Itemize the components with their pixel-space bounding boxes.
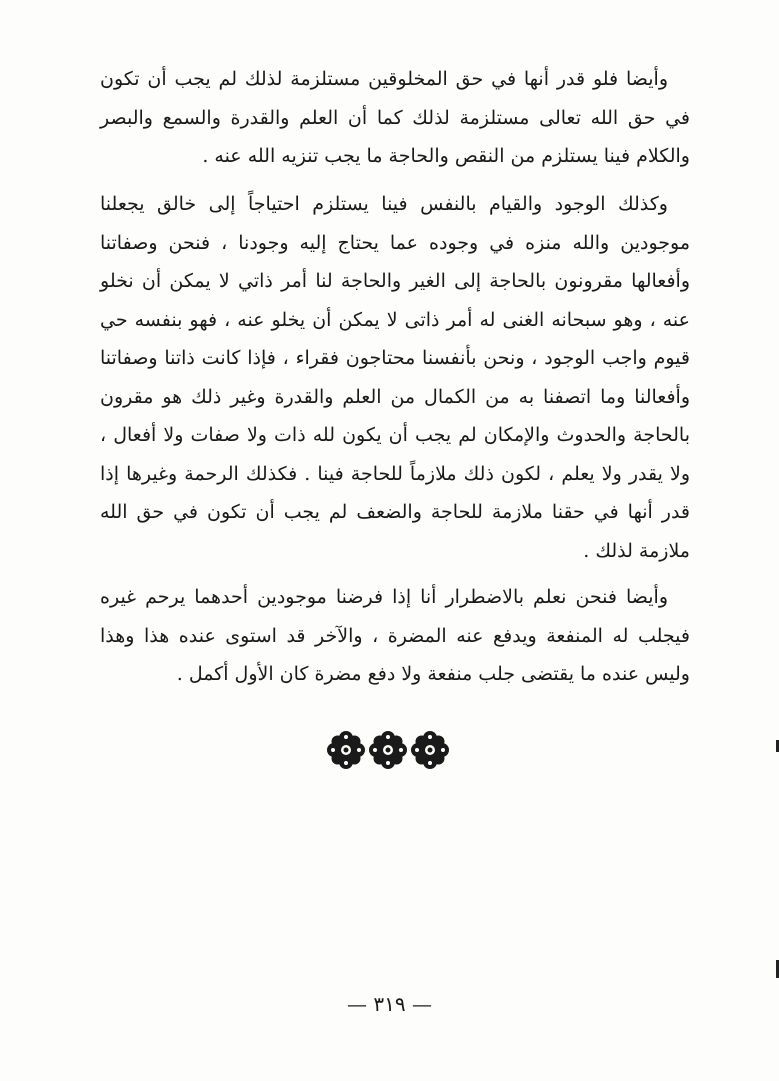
page-number: — ٣١٩ — (347, 992, 432, 1016)
floral-ornament-icon (326, 727, 450, 773)
paragraph-2-block (100, 185, 690, 570)
paragraph-2: وكذلك الوجود والقيام بالنفس فينا يستلزم احتياجاً إلى خالق يجعلنا موجودين والله منزه في وجوده عما يحتاج إليه وجودنا ، فنحن وصفاتنا وأفعالها مقرونون بالحاجة إلى الغير والحاجة لنا أمر ذاتي لا يمكن أن نخلو عنه ، وهو سبحانه الغنى له أمر ذاتى لا يمكن أن يخلو عنه ، فهو بنفسه حي قيوم واجب الوجود ، ونحن بأنفسنا محتاجون فقراء ، فإذا كانت ذاتنا وصفاتنا وأفعالنا وما اتصفنا به من الكمال من العلم والقدرة وغير ذلك هو مقرون بالحاجة والحدوث والإمكان لم يجب أن يكون لله ذات ولا صفات ولا أفعال ، ولا يقدر ولا يعلم ، لكون ذلك ملازماً للحاجة فينا . فكذلك الرحمة وغيرها إذا قدر أنها في حقنا ملازمة للحاجة والضعف لم يجب أن تكون في حق الله ملازمة لذلك . (100, 193, 690, 562)
paragraph-1: وأيضا فلو قدر أنها في حق المخلوقين مستلزمة لذلك لم يجب أن تكون في حق الله تعالى مستلزمة لذلك كما أن العلم والقدرة والسمع والبصر والكلام فينا يستلزم من النقص والحاجة ما يجب تنزيه الله عنه . (100, 68, 690, 167)
paragraph-1-block (100, 60, 690, 176)
paragraph-3-block (100, 578, 690, 694)
paragraph-3: وأيضا فنحن نعلم بالاضطرار أنا إذا فرضنا موجودين أحدهما يرحم غيره فيجلب له المنفعة ويدفع عنه المضرة ، والآخر قد استوى عنده هذا وهذا وليس عنده ما يقتضى جلب منفعة ولا دفع مضرة كان الأول أكمل . (100, 586, 690, 685)
